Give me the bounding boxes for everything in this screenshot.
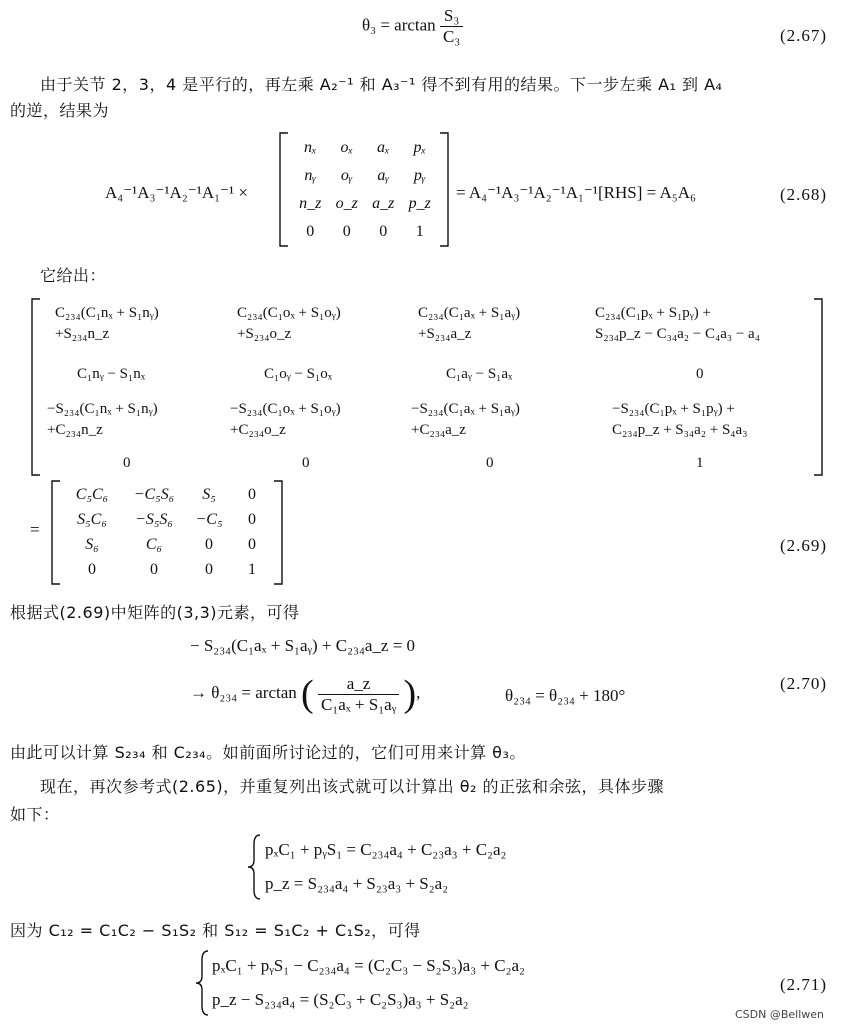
big-matrix-r3c4-line-2: C₂₃₄p_z + S₃₄a₂ + S₄a₃ [612, 422, 748, 438]
big-matrix-right-bracket [812, 298, 824, 476]
matrix-a5a6-cell: 0 [248, 536, 256, 553]
matrix-noa-cell: nᵧ [304, 167, 317, 184]
eq-2-70-line-2: → θ₂₃₄ = arctan ( $\frac{a\_z}{\text{C₁aₓ + S₁aᵧ}}$ ), [190, 673, 421, 715]
system-1-line-2: p_z = S₂₃₄a₄ + S₂₃a₃ + S₂a₂ [265, 874, 449, 893]
eq-2-70-numerator: a_z [318, 674, 399, 695]
matrix-noa-cell: 1 [415, 223, 424, 240]
matrix-a5a6-cell: 0 [88, 561, 96, 578]
eq-2-70-alt: θ₂₃₄ = θ₂₃₄ + 180° [505, 686, 626, 705]
matrix-a5a6-cell: 0 [150, 561, 158, 578]
big-matrix-r1c1 [55, 303, 159, 345]
big-matrix-r1c1-line-2: +S₂₃₄n_z [55, 326, 110, 342]
matrix-a5a6-cell: −C₅ [195, 511, 223, 528]
paragraph-1-line-2: 的逆，结果为 [10, 101, 110, 120]
big-matrix-r1c4-line-1: C₂₃₄(C₁pₓ + S₁pᵧ) + [595, 305, 711, 321]
matrix-a5a6-cell: S₅C₆ [77, 511, 107, 528]
matrix-noa-cell: p_z [408, 195, 431, 212]
matrix-noa-right-bracket [438, 132, 450, 247]
big-matrix-r2c3: C₁aᵧ − S₁aₓ [446, 366, 513, 382]
matrix-noa-cell: pᵧ [413, 167, 426, 184]
matrix-noa-cell: 0 [379, 223, 388, 240]
eq-number-2-71: (2.71) [780, 975, 828, 994]
big-matrix-r1c2 [237, 303, 341, 345]
eq-2-71-brace [194, 950, 210, 1016]
eq-number-2-67: (2.67) [780, 26, 828, 45]
matrix-a5a6-cell: S₆ [85, 536, 99, 553]
matrix-a5a6-cell: S₅ [202, 486, 216, 503]
paragraph-5-line-1: 现在，再次参考式(2.65)，并重复列出该式就可以计算出 θ₂ 的正弦和余弦，具体步骤 [40, 777, 664, 796]
eq-number-2-69: (2.69) [780, 536, 828, 555]
matrix-a5a6-cell: 0 [248, 511, 256, 528]
big-matrix-r3c4-line-1: −S₂₃₄(C₁pₓ + S₁pᵧ) + [612, 401, 735, 417]
matrix-noa [292, 134, 438, 246]
big-matrix-r2c4: 0 [696, 366, 704, 382]
paragraph-1-line-1: 由于关节 2，3，4 是平行的，再左乘 A₂⁻¹ 和 A₃⁻¹ 得不到有用的结果。下一步左乘 A₁ 到 A₄ [40, 75, 723, 94]
big-matrix-r1c2-line-2: +S₂₃₄o_z [237, 326, 292, 342]
matrix-noa-cell: oᵧ [340, 167, 353, 184]
matrix-a5a6-left-bracket [50, 480, 62, 585]
eq-number-2-68: (2.68) [780, 185, 828, 204]
matrix-a5a6-right-bracket [272, 480, 284, 585]
matrix-noa-cell: pₓ [413, 139, 427, 156]
big-matrix-r1c3-line-2: +S₂₃₄a_z [418, 326, 472, 342]
matrix-noa-cell: nₓ [303, 139, 317, 156]
big-matrix-r1c3-line-1: C₂₃₄(C₁aₓ + S₁aᵧ) [418, 305, 521, 321]
eq-2-68-lhs: A₄⁻¹A₃⁻¹A₂⁻¹A₁⁻¹ × [105, 183, 248, 202]
matrix-noa-cell: aₓ [376, 139, 390, 156]
big-matrix-r3c1 [47, 399, 158, 441]
matrix-a5a6-cell: −S₅S₆ [135, 511, 173, 528]
paragraph-3: 根据式(2.69)中矩阵的(3,3)元素，可得 [10, 603, 300, 622]
paragraph-2: 它给出： [40, 266, 107, 285]
matrix-noa-cell: oₓ [340, 139, 354, 156]
paragraph-4: 由此可以计算 S₂₃₄ 和 C₂₃₄。如前面所讨论过的，它们可用来计算 θ₃。 [10, 743, 526, 762]
watermark: CSDN @Bellwen [735, 1008, 825, 1021]
matrix-noa-cell: n_z [299, 195, 322, 212]
big-matrix-r3c2-line-1: −S₂₃₄(C₁oₓ + S₁oᵧ) [230, 401, 341, 417]
matrix-noa-cell: a_z [372, 195, 395, 212]
big-matrix-r4c3: 0 [486, 455, 494, 471]
matrix-a5a6-cell: −C₅S₆ [133, 486, 175, 503]
big-matrix-r3c1-line-1: −S₂₃₄(C₁nₓ + S₁nᵧ) [47, 401, 158, 417]
matrix-noa-cell: o_z [335, 195, 358, 212]
big-matrix-r2c1: C₁nᵧ − S₁nₓ [77, 366, 146, 382]
big-matrix-r1c2-line-1: C₂₃₄(C₁oₓ + S₁oᵧ) [237, 305, 341, 321]
eq-number-2-70: (2.70) [780, 674, 828, 693]
big-matrix-r1c4 [595, 303, 760, 345]
eq-2-67-denominator: C₃ [442, 27, 461, 46]
big-matrix-left-bracket [30, 298, 42, 476]
big-matrix-r4c1: 0 [123, 455, 131, 471]
big-matrix-r4c2: 0 [302, 455, 310, 471]
matrix-a5a6-cell: 0 [248, 486, 256, 503]
eq-2-67 [362, 6, 463, 47]
paragraph-6: 因为 C₁₂ = C₁C₂ − S₁S₂ 和 S₁₂ = S₁C₂ + C₁S₂，可得 [10, 921, 421, 940]
eq-2-70-right-paren: ) [403, 673, 417, 715]
matrix-a5a6-cell: C₆ [145, 536, 163, 553]
big-matrix-r1c1-line-1: C₂₃₄(C₁nₓ + S₁nᵧ) [55, 305, 159, 321]
big-matrix-r3c1-line-2: +C₂₃₄n_z [47, 422, 103, 438]
big-matrix-r3c2 [230, 399, 341, 441]
system-1-line-1: pₓC₁ + pᵧS₁ = C₂₃₄a₄ + C₂₃a₃ + C₂a₂ [265, 840, 507, 859]
big-matrix-r3c3-line-2: +C₂₃₄a_z [411, 422, 466, 438]
eq-2-70-line-1: − S₂₃₄(C₁aₓ + S₁aᵧ) + C₂₃₄a_z = 0 [190, 636, 416, 655]
big-matrix-r2c2: C₁oᵧ − S₁oₓ [264, 366, 333, 382]
big-matrix-r3c2-line-2: +C₂₃₄o_z [230, 422, 286, 438]
big-matrix-r3c3-line-1: −S₂₃₄(C₁aₓ + S₁aᵧ) [411, 401, 520, 417]
eq-2-71-line-1: pₓC₁ + pᵧS₁ − C₂₃₄a₄ = (C₂C₃ − S₂S₃)a₃ + C₂a₂ [212, 956, 525, 975]
big-matrix-r3c3 [411, 399, 520, 441]
matrix-a5a6-cell: C₅C₆ [75, 486, 109, 503]
matrix-a5a6-cell: 1 [248, 561, 256, 578]
big-matrix-r4c4: 1 [696, 455, 704, 471]
eq-2-67-lhs: θ₃ = arctan [362, 15, 436, 35]
matrix-a5a6-cell: 0 [205, 561, 213, 578]
big-matrix-r1c3 [418, 303, 520, 345]
eq-2-70-denominator: C₁aₓ + S₁aᵧ [320, 694, 397, 714]
matrix-noa-cell: 0 [306, 223, 315, 240]
paragraph-5-line-2: 如下： [10, 805, 60, 824]
eq-2-69-equals: = [30, 520, 40, 539]
system-1-brace [246, 834, 262, 900]
matrix-a5a6 [62, 482, 272, 582]
matrix-noa-cell: 0 [342, 223, 351, 240]
matrix-noa-left-bracket [278, 132, 290, 247]
eq-2-68-rhs: = A₄⁻¹A₃⁻¹A₂⁻¹A₁⁻¹[RHS] = A₅A₆ [456, 183, 696, 202]
eq-2-67-fraction [440, 6, 463, 47]
matrix-a5a6-cell: 0 [205, 536, 213, 553]
eq-2-70-arrow: → θ₂₃₄ = arctan [190, 682, 297, 702]
eq-2-70-left-paren: ( [301, 673, 314, 715]
eq-2-71-line-2: p_z − S₂₃₄a₄ = (S₂C₃ + C₂S₃)a₃ + S₂a₂ [212, 990, 469, 1009]
big-matrix-r3c4 [612, 399, 747, 441]
eq-2-67-numerator: S₃ [440, 6, 463, 27]
big-matrix-r1c4-line-2: S₂₃₄p_z − C₃₄a₂ − C₄a₃ − a₄ [595, 326, 760, 342]
matrix-noa-cell: aᵧ [377, 167, 390, 184]
eq-2-70-fraction [318, 674, 399, 715]
